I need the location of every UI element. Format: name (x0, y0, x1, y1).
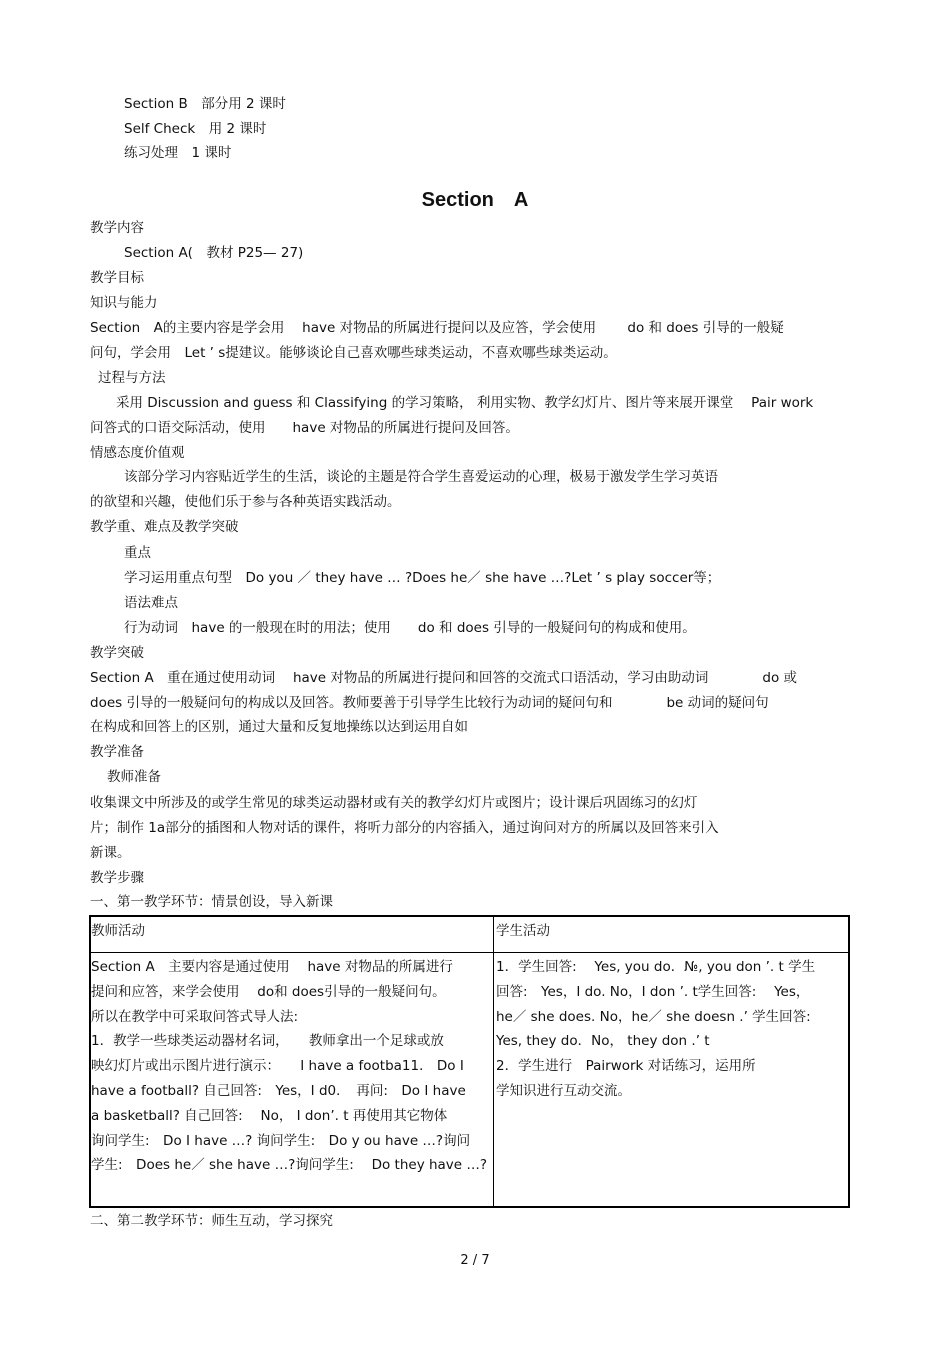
student-line: 2．学生进行 Pairwork 对话练习，运用所 (496, 1058, 756, 1075)
heading: 教学突破 (90, 645, 144, 661)
schedule-line: Self Check 用 2 课时 (124, 121, 267, 137)
schedule-line: Section B 部分用 2 课时 (124, 96, 286, 112)
student-line: 1．学生回答: Yes, you do．№, you don ’. t 学生 (496, 959, 816, 975)
table-divider (493, 917, 494, 1206)
text-line: 一、第一教学环节：情景创设，导入新课 (90, 894, 333, 910)
schedule-line: 练习处理 1 课时 (124, 145, 232, 161)
lesson-table (89, 915, 850, 1208)
heading: 过程与方法 (98, 370, 166, 386)
student-activity-cell (496, 955, 815, 1104)
teacher-line: have a football? 自己回答: Yes，I d0． 再问: Do I have (91, 1082, 466, 1099)
heading: 教学内容 (90, 220, 144, 236)
text-line: 该部分学习内容贴近学生的生活，谈论的主题是符合学生喜爱运动的心理，极易于激发学生学习英语 (124, 469, 718, 485)
text-line: 问答式的口语交际活动，使用 have 对物品的所属进行提问及回答。 (90, 420, 519, 436)
teacher-activity-cell (91, 955, 487, 1178)
text-line: 问句，学会用 Let ’ s提建议。能够谈论自己喜欢哪些球类运动，不喜欢哪些球类运动。 (90, 345, 617, 361)
teacher-line: 询问学生: Do I have …? 询问学生: Do y ou have …?询问 (91, 1132, 471, 1149)
text-line: Section A 重在通过使用动词 have 对物品的所属进行提问和回答的交流式口语活动，学习由助动词 do 或 (90, 670, 798, 686)
teacher-line: a basketball? 自己回答: No， I don’. t 再使用其它物体 (91, 1107, 448, 1124)
text-line: 的欲望和兴趣，使他们乐于参与各种英语实践活动。 (90, 494, 401, 510)
teacher-line: 1．教学一些球类运动器材名词， 教师拿出一个足球或放 (91, 1033, 444, 1050)
text-line: 采用 Discussion and guess 和 Classifying 的学习策略， 利用实物、教学幻灯片、图片等来展开课堂 Pair work (116, 395, 814, 411)
heading: 教学重、难点及教学突破 (90, 519, 239, 535)
section-heading: 二、第二教学环节：师生互动，学习探究 (90, 1213, 333, 1229)
text-line: 新课。 (90, 845, 131, 861)
text-line: 学习运用重点句型 Do you ／ they have … ?Does he／ she have …?Let ’ s play soccer等； (124, 570, 721, 586)
subheading: 教师准备 (107, 769, 161, 785)
student-line: 回答: Yes，I do. No，I don ’. t学生回答: Yes， (496, 983, 810, 1000)
heading: 情感态度价值观 (90, 445, 185, 461)
text-line: 在构成和回答上的区别，通过大量和反复地操练以达到运用自如 (90, 719, 468, 735)
text-line: 收集课文中所涉及的或学生常见的球类运动器材或有关的教学幻灯片或图片；设计课后巩固练习的幻灯 (90, 795, 698, 811)
text-line: 片；制作 1a部分的插图和人物对话的课件，将听力部分的内容插入，通过询问对方的所属以及回答来引入 (90, 820, 719, 836)
text-line: 行为动词 have 的一般现在时的用法；使用 do 和 does 引导的一般疑问句的构成和使用。 (124, 620, 696, 636)
text-line: Section A的主要内容是学会用 have 对物品的所属进行提问以及应答，学会使用 do 和 does 引导的一般疑 (90, 320, 784, 336)
student-line: he／ she does. No，he／ she doesn .’ 学生回答: (496, 1008, 811, 1025)
section-title: Section A (421, 189, 529, 211)
heading: 教学准备 (90, 744, 144, 760)
heading: 教学目标 (90, 270, 144, 286)
table-divider (91, 952, 848, 953)
teacher-line: Section A 主要内容是通过使用 have 对物品的所属进行 (91, 959, 453, 975)
heading: 知识与能力 (90, 295, 158, 311)
teacher-line: 映幻灯片或出示图片进行演示： I have a footba11． Do I (91, 1058, 464, 1075)
teacher-line: 所以在教学中可采取问答式导人法: (91, 1008, 299, 1025)
student-line: 学知识进行互动交流。 (496, 1082, 631, 1099)
column-header-teacher: 教师活动 (91, 923, 145, 939)
teacher-line: 学生: Does he／ she have …?询问学生: Do they have …? (91, 1157, 488, 1174)
page-number: 2 / 7 (460, 1253, 490, 1268)
teacher-line: 提问和应答，来学会使用 do和 does引导的一般疑问句。 (91, 983, 446, 1000)
text-line: does 引导的一般疑问句的构成以及回答。教师要善于引导学生比较行为动词的疑问句和 be 动词的疑问句 (90, 695, 769, 711)
subheading: 语法难点 (124, 595, 178, 611)
student-line: Yes, they do．No， they don .’ t (496, 1033, 710, 1050)
heading: 教学步骤 (90, 870, 144, 886)
column-header-student: 学生活动 (496, 923, 550, 939)
subheading: 重点 (124, 545, 151, 561)
text-line: Section A( 教材 P25— 27) (124, 245, 304, 261)
